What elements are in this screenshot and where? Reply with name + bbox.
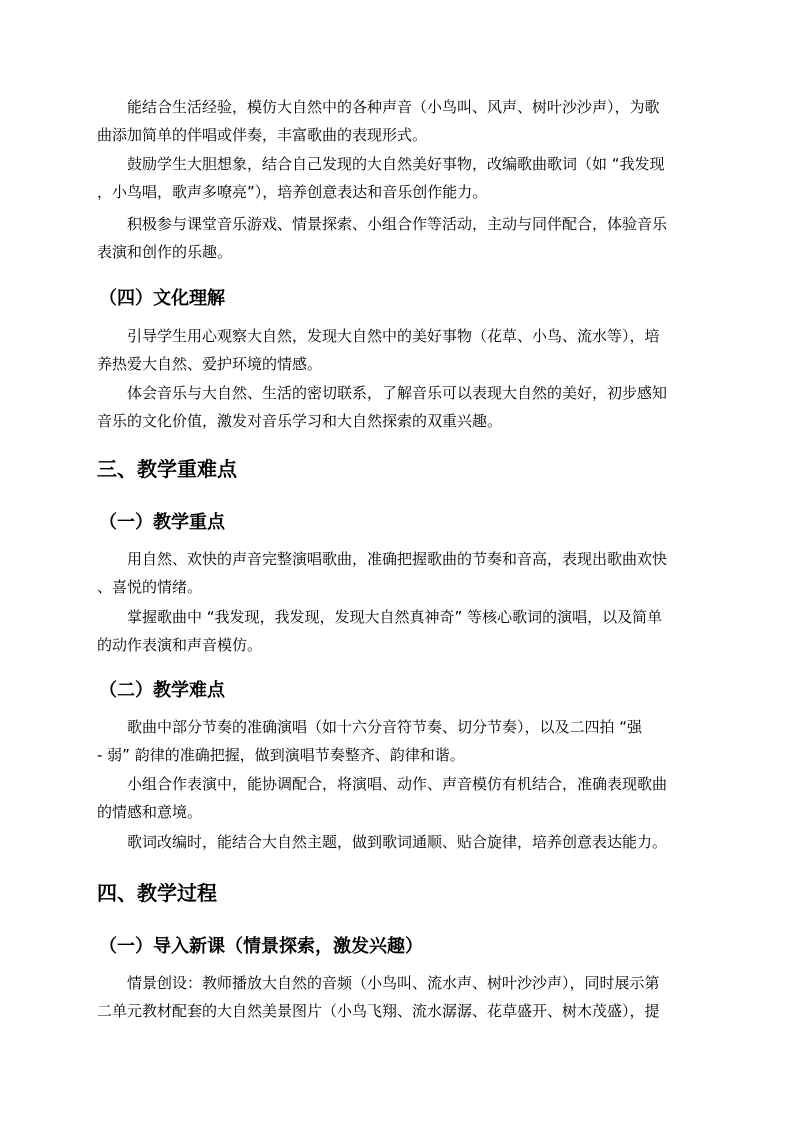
paragraph-lyric-rewrite [97, 150, 697, 206]
subheading-difficulty: （二）教学难点 [99, 680, 225, 701]
text-line: 表演和创作的乐趣。 [97, 243, 233, 261]
text-line: 的动作表演和声音模仿。 [97, 636, 263, 654]
paragraph-scene-setting [97, 969, 697, 1025]
paragraph-core-lyrics [97, 603, 697, 659]
paragraph-class-activities [97, 210, 697, 266]
text-line: 音乐的文化价值，激发对音乐学习和大自然探索的双重兴趣。 [97, 412, 503, 430]
section-heading-process: 四、教学过程 [97, 881, 217, 905]
paragraph-lyric-adaptation [97, 828, 697, 856]
paragraph-sound-imitation [97, 93, 697, 149]
text-line: 鼓励学生大胆想象，结合自己发现的大自然美好事物，改编歌曲歌词（如 “我发现 [127, 155, 665, 173]
text-line: ，小鸟唱，歌声多嘹亮”），培养创意表达和音乐创作能力。 [97, 183, 488, 201]
text-line: 用自然、欢快的声音完整演唱歌曲，准确把握歌曲的节奏和音高，表现出歌曲欢快 [127, 550, 668, 568]
paragraph-group-performance [97, 770, 697, 826]
paragraph-rhythm [97, 713, 697, 769]
text-line: 歌曲中部分节奏的准确演唱（如十六分音符节奏、切分节奏），以及二四拍 “强 [127, 718, 643, 736]
text-line: 体会音乐与大自然、生活的密切联系，了解音乐可以表现大自然的美好，初步感知 [127, 384, 668, 402]
text-line: 曲添加简单的伴唱或伴奏，丰富歌曲的表现形式。 [97, 126, 428, 144]
paragraph-music-nature [97, 379, 697, 435]
text-line: 、喜悦的情绪。 [97, 578, 203, 596]
text-line: 引导学生用心观察大自然，发现大自然中的美好事物（花草、小鸟、流水等），培 [127, 327, 660, 345]
text-line: 二单元教材配套的大自然美景图片（小鸟飞翔、流水潺潺、花草盛开、树木茂盛），提 [97, 1002, 660, 1020]
subheading-intro: （一）导入新课（情景探索，激发兴趣） [99, 936, 423, 957]
text-line: 养热爱大自然、爱护环境的情感。 [97, 355, 323, 373]
text-line: 小组合作表演中，能协调配合，将演唱、动作、声音模仿有机结合，准确表现歌曲 [127, 775, 668, 793]
text-line: - 弱” 韵律的准确把握，做到演唱节奏整齐、韵律和谐。 [97, 746, 465, 764]
text-line: 积极参与课堂音乐游戏、情景探索、小组合作等活动，主动与同伴配合，体验音乐 [127, 215, 668, 233]
text-line: 歌词改编时，能结合大自然主题，做到歌词通顺、贴合旋律，培养创意表达能力。 [127, 833, 668, 851]
paragraph-sing-song [97, 545, 697, 601]
text-line: 的情感和意境。 [97, 803, 203, 821]
text-line: 情景创设：教师播放大自然的音频（小鸟叫、流水声、树叶沙沙声），同时展示第 [127, 974, 660, 992]
text-line: 掌握歌曲中 “我发现，我发现，发现大自然真神奇” 等核心歌词的演唱，以及简单 [127, 608, 663, 626]
paragraph-observe-nature [97, 322, 697, 378]
text-line: 能结合生活经验，模仿大自然中的各种声音（小鸟叫、风声、树叶沙沙声），为歌 [127, 98, 660, 116]
subheading-culture: （四）文化理解 [99, 288, 225, 309]
section-heading-key-points: 三、教学重难点 [97, 457, 237, 481]
subheading-focus: （一）教学重点 [99, 512, 225, 533]
